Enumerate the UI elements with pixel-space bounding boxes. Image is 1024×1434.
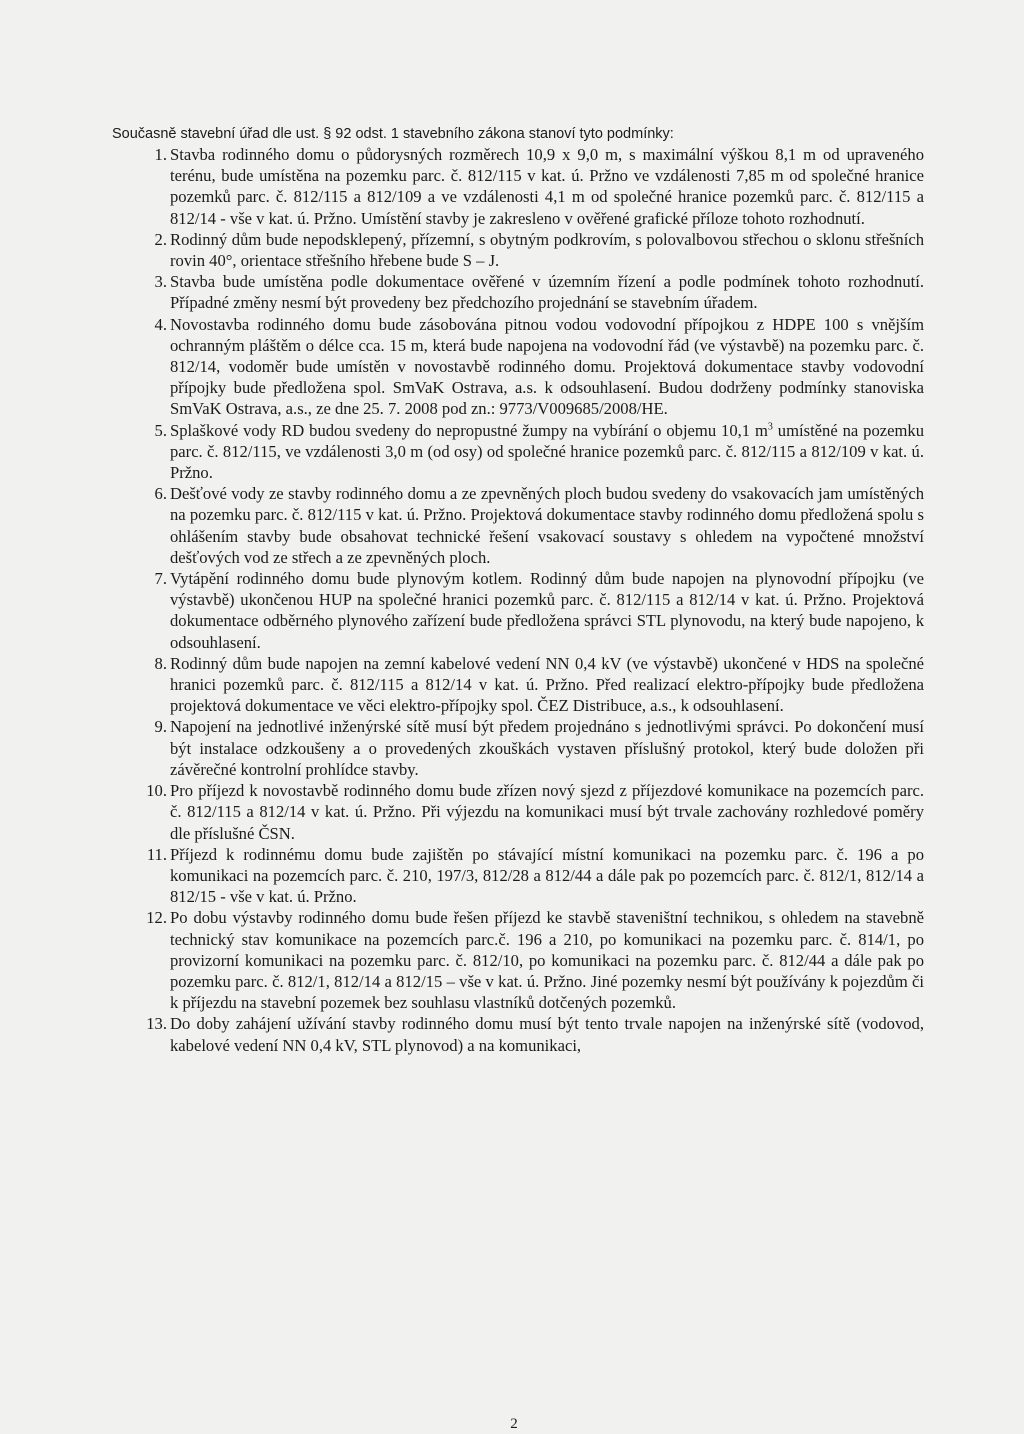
condition-text: Příjezd k rodinnému domu bude zajištěn po stávající místní komunikaci na pozemku parc. č. 196 a po komunikaci na pozemcích parc. č. 210, 197/3, 812/28 a 812/44 a dále pak po pozemcích parc. č. 812/1, 812/14 a 812/15 - vše v kat. ú. Pržno. (170, 844, 924, 907)
condition-item (112, 420, 926, 484)
condition-text: Napojení na jednotlivé inženýrské sítě musí být předem projednáno s jednotlivými správci. Po dokončení musí být instalace odzkoušeny a o provedených zkouškách vystaven příslušný protokol, který bude doložen při závěrečné kontrolní prohlídce stavby. (170, 717, 924, 779)
condition-number: 10. (146, 781, 167, 801)
condition-item (112, 653, 926, 717)
condition-item (112, 844, 926, 908)
condition-text: Pro příjezd k novostavbě rodinného domu bude zřízen nový sjezd z příjezdové komunikace na pozemcích parc. č. 812/115 a 812/14 v kat. ú. Pržno. Při výjezdu na komunikaci musí být trvale zachovány rozhledové poměry dle příslušné ČSN. (170, 781, 924, 843)
condition-item (112, 568, 926, 653)
condition-item (112, 907, 926, 1013)
condition-item (112, 144, 926, 229)
page-number: 2 (510, 1416, 518, 1432)
condition-item (112, 271, 926, 313)
condition-number: 11. (146, 844, 167, 864)
condition-number: 13. (146, 1014, 167, 1034)
condition-number: 3. (154, 272, 167, 292)
condition-text: Novostavba rodinného domu bude zásobována pitnou vodou vodovodní přípojkou z HDPE 100 s vnějším ochranným pláštěm o délce cca. 15 m, která bude napojena na vodovodní řád (ve výstavbě) na pozemku parc. č. 812/14, vodoměr bude umístěn v novostavbě rodinného domu. Projektová dokumentace stavby vodovodní přípojky bude předložena spol. SmVaK Ostrava, a.s. k odsouhlasení. Budou dodrženy podmínky stanoviska SmVaK Ostrava, a.s., ze dne 25. 7. 2008 pod zn.: 9773/V009685/2008/HE. (170, 314, 924, 419)
condition-text: Dešťové vody ze stavby rodinného domu a ze zpevněných ploch budou svedeny do vsakovacích jam umístěných na pozemku parc. č. 812/115 v kat. ú. Pržno. Projektová dokumentace stavby rodinného domu předložená spolu s ohlášením stavby bude obsahovat technické řešení vsakovací soustavy s ohledem na vypočtené množství dešťových vod ze střech a ze zpevněných ploch. (170, 484, 924, 567)
condition-text (170, 420, 924, 484)
condition-text-part: Splaškové vody RD budou svedeny do nepropustné žumpy na vybírání o objemu 10,1 m (170, 420, 768, 440)
condition-item (112, 229, 926, 271)
condition-number: 12. (146, 908, 167, 928)
condition-text: Po dobu výstavby rodinného domu bude řešen příjezd ke stavbě staveništní technikou, s ohledem na stavebně technický stav komunikace na pozemcích parc.č. 196 a 210, po komunikaci na pozemku parc. č. 814/1, po provizorní komunikaci na pozemku parc. č. 812/10, po komunikaci na pozemku parc. č. 812/44 a dále pak po pozemku parc. č. 812/1, 812/14 a 812/15 – vše v kat. ú. Pržno. Jiné pozemky nesmí být používány k pojezdům či k příjezdu na stavební pozemek bez souhlasu vlastníků dotčených pozemků. (170, 908, 924, 1013)
condition-text: Do doby zahájení užívání stavby rodinného domu musí být tento trvale napojen na inženýrské sítě (vodovod, kabelové vedení NN 0,4 kV, STL plynovod) a na komunikaci, (170, 1014, 924, 1055)
condition-text: Rodinný dům bude nepodsklepený, přízemní, s obytným podkrovím, s polovalbovou střechou o sklonu střešních rovin 40°, orientace střešního hřebene bude S – J. (170, 229, 924, 271)
condition-item (112, 716, 926, 780)
condition-text: Stavba rodinného domu o půdorysných rozměrech 10,9 x 9,0 m, s maximální výškou 8,1 m od upraveného terénu, bude umístěna na pozemku parc. č. 812/115 v kat. ú. Pržno ve vzdálenosti 7,85 m od společné hranice pozemků parc. č. 812/115 a 812/109 a ve vzdálenosti 4,1 m od společné hranice pozemků parc. č. 812/115 a 812/14 - vše v kat. ú. Pržno. Umístění stavby je zakresleno v ověřené grafické příloze tohoto rozhodnutí. (170, 145, 924, 228)
condition-number: 6. (154, 484, 167, 504)
condition-text-part: umístěné na pozemku parc. č. 812/115, ve vzdálenosti 3,0 m (od osy) od společné hranice pozemků parc. č. 812/115 a 812/109 v kat. ú. Pržno. (170, 420, 924, 483)
condition-text: Vytápění rodinného domu bude plynovým kotlem. Rodinný dům bude napojen na plynovodní přípojku (ve výstavbě) ukončenou HUP na společné hranici pozemků parc. č. 812/115 a 812/14 v kat. ú. Pržno. Projektová dokumentace odběrného plynového zařízení bude předložena správci STL plynovodu, na který bude napojeno, k odsouhlasení. (170, 569, 924, 652)
condition-item (112, 780, 926, 844)
condition-item (112, 1013, 926, 1055)
condition-number: 8. (154, 653, 167, 673)
intro-line: Současně stavební úřad dle ust. § 92 odst. 1 stavebního zákona stanoví tyto podmínky: (112, 126, 674, 142)
condition-number: 7. (154, 569, 167, 589)
condition-number: 2. (154, 229, 167, 249)
condition-number: 9. (154, 717, 167, 737)
condition-number: 4. (154, 314, 167, 334)
conditions-list (112, 144, 926, 1056)
condition-number: 1. (154, 145, 167, 164)
condition-number: 5. (154, 420, 167, 440)
condition-text: Stavba bude umístěna podle dokumentace ověřené v územním řízení a podle podmínek tohoto rozhodnutí. Případné změny nesmí být provedeny bez předchozího projednání se stavebním úřadem. (170, 272, 924, 313)
condition-item (112, 314, 926, 420)
superscript: 3 (767, 421, 773, 433)
condition-item (112, 483, 926, 568)
condition-text: Rodinný dům bude napojen na zemní kabelové vedení NN 0,4 kV (ve výstavbě) ukončené v HDS na společné hranici pozemků parc. č. 812/115 a 812/14 v kat. ú. Pržno. Před realizací elektro-přípojky bude předložena projektová dokumentace ve věci elektro-přípojky spol. ČEZ Distribuce, a.s., k odsouhlasení. (170, 653, 924, 716)
